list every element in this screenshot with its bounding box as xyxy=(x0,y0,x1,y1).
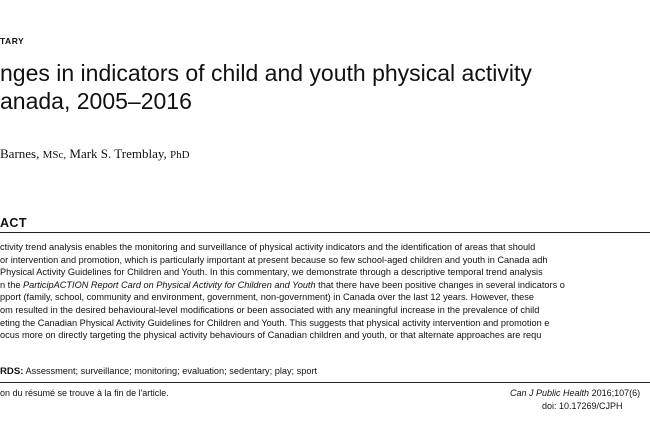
abstract-line: Physical Activity Guidelines for Children and Youth. In this commentary, we demonstrate through a descriptive temporal trend analysis xyxy=(0,267,543,278)
keywords-label: RDS: xyxy=(0,366,24,377)
author-list xyxy=(0,146,190,162)
author-2-degree: PhD xyxy=(170,149,190,161)
abstract-line: ctivity trend analysis enables the monitoring and surveillance of physical activity indicators and the identification of areas that should xyxy=(0,242,536,252)
keywords-text: Assessment; surveillance; monitoring; evaluation; sedentary; play; sport xyxy=(25,366,318,376)
abstract-top-rule xyxy=(0,232,650,233)
abstract-line: ocus more on directly targeting the physical activity behaviours of Canadian children and youth, or that alternate approaches are requ xyxy=(0,330,542,341)
author-1-name: Barnes, xyxy=(0,146,40,161)
journal-citation xyxy=(510,388,640,398)
abstract-line: pport (family, school, community and environment, government, non-government) in Canada over the last 12 years. However, these xyxy=(0,292,534,303)
doi: doi: 10.17269/CJPH xyxy=(542,401,623,411)
abstract-line: eting the Canadian Physical Activity Guidelines for Children and Youth. This suggests that physical activity intervention and promotion e xyxy=(0,317,550,328)
journal-name: Can J Public Health xyxy=(510,388,590,398)
title-line-2: anada, 2005–2016 xyxy=(0,88,192,114)
french-abstract-note: on du résumé se trouve à la fin de l'article. xyxy=(0,388,169,398)
section-label: TARY xyxy=(0,36,25,46)
abstract-line: om resulted in the desired behavioural-level modifications or been associated with any meaningful increase in the prevalence of child xyxy=(0,304,540,315)
abstract-line-text: n the xyxy=(0,279,23,290)
abstract-body xyxy=(0,241,650,342)
title-line-1: nges in indicators of child and youth physical activity xyxy=(0,60,532,86)
abstract-line-text: that there have been positive changes in several indicators o xyxy=(315,279,565,290)
citation-volume: 2016;107(6) xyxy=(591,388,641,398)
author-2-name: Mark S. Tremblay, xyxy=(69,146,167,161)
report-card-title: ParticipACTION Report Card on Physical Activity for Children and Youth xyxy=(23,279,316,290)
abstract-bottom-rule xyxy=(0,382,650,383)
article-title xyxy=(0,59,532,115)
author-1-degree: MSc, xyxy=(42,149,67,161)
keywords xyxy=(0,366,317,377)
abstract-heading: ACT xyxy=(0,216,27,230)
abstract-line: or intervention and promotion, which is particularly important at present because so few school-aged children and youth in Canada adh xyxy=(0,254,548,265)
abstract-line xyxy=(0,279,650,292)
